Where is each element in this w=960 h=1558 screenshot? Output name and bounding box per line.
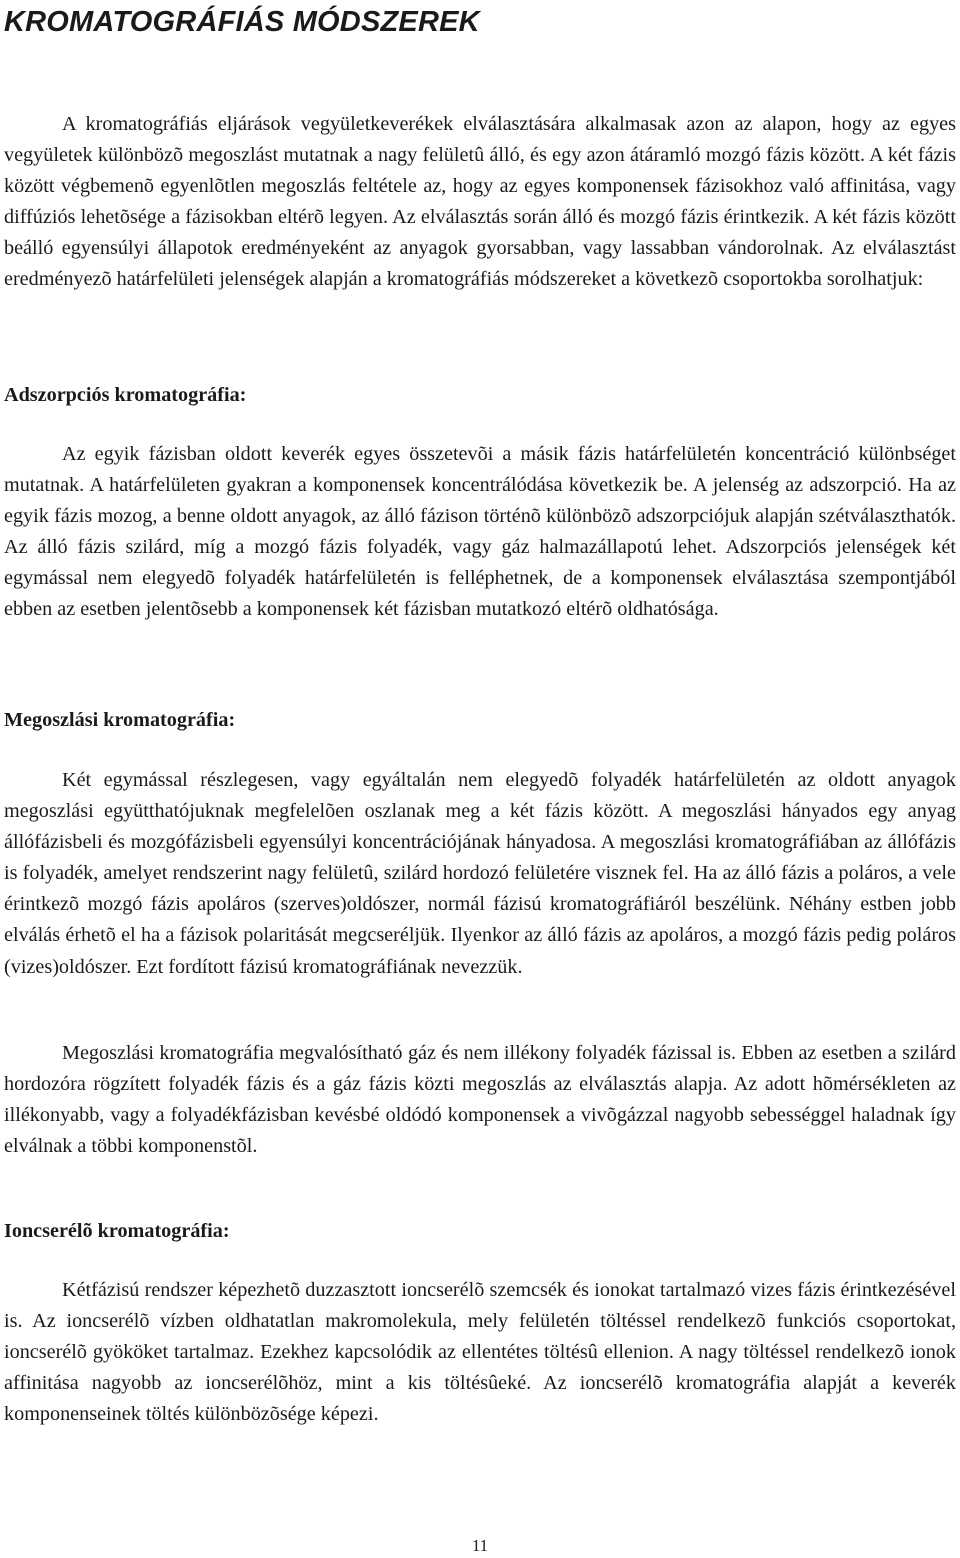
page-number: 11 (471, 1536, 489, 1555)
section-paragraph: Megoszlási kromatográfia megvalósítható gáz és nem illékony folyadék fázissal is. Ebben az esetben a szilárd hordozóra rögzített folyadék fázis és a gáz fázis közti megoszlás az elválasztás alapja. Az adott hõmérsékleten az illékonyabb, vagy a folyadékfázisban kevésbé oldódó komponensek a vivõgázzal nagyobb sebességgel haladnak így elválnak a többi komponenstõl. (4, 1042, 956, 1158)
section-heading-ioncserelo: Ioncserélõ kromatográfia: (4, 1220, 230, 1242)
section-paragraph: Két egymással részlegesen, vagy egyáltalán nem elegyedõ folyadék határfelületén az oldott anyagok megoszlási együtthatójuknak megfelelõen oszlanak meg a két fázis között. A megoszlási hányados egy anyag állófázisbeli és mozgófázisbeli egyensúlyi koncentrációjának hányadosa. A megoszlási kromatográfiában az állófázis is folyadék, amelyet rendszerint nagy felületû, szilárd hordozó felületére visznek fel. Ha az álló fázis a poláros, a vele érintkezõ mozgó fázis apoláros (szerves)oldószer, normál fázisú kromatográfiáról beszélünk. Néhány estben jobb elválás érhetõ el ha a fázisok polaritását megcseréljük. Ilyenkor az álló fázis az apoláros, a mozgó fázis pedig poláros (vizes)oldószer. Ezt fordított fázisú kromatográfiának nevezzük. (4, 769, 956, 978)
document-title: KROMATOGRÁFIÁS MÓDSZEREK (4, 6, 480, 38)
section-paragraph: Kétfázisú rendszer képezhetõ duzzasztott ioncserélõ szemcsék és ionokat tartalmazó vizes fázis érintkezésével is. Az ioncserélõ vízben oldhatatlan makromolekula, mely felületén töltéssel rendelkezõ funkciós csoportokat, ioncserélõ gyököket tartalmaz. Ezekhez kapcsolódik az ellentétes töltésû ellenion. A nagy töltéssel rendelkezõ ionok affinitása nagyobb az ioncserélõhöz, mint a kis töltésûeké. Az ioncserélõ kromatográfia alapját a keverék komponenseinek töltés különbözõsége képezi. (4, 1279, 956, 1426)
section-heading-megoszlasi: Megoszlási kromatográfia: (4, 709, 236, 731)
section-paragraph: Az egyik fázisban oldott keverék egyes összetevõi a másik fázis határfelületén koncentráció különbséget mutatnak. A határfelületen gyakran a komponensek koncentrálódása következik be. A jelenség az adszorpció. Ha az egyik fázis mozog, a benne oldott anyagok, az álló fázison történõ különbözõ adszorpciójuk alapján szétválaszthatók. Az álló fázis szilárd, míg a mozgó fázis folyadék, vagy gáz halmazállapotú lehet. Adszorpciós jelenségek két egymással nem elegyedõ folyadék határfelületén is felléphetnek, de a komponensek elválasztása szempontjából ebben az esetben jelentõsebb a komponensek két fázisban mutatkozó eltérõ oldhatósága. (4, 443, 956, 621)
section-heading-adszorpcios: Adszorpciós kromatográfia: (4, 384, 247, 406)
document-page (4, 0, 956, 1558)
intro-paragraph: A kromatográfiás eljárások vegyületkeverékek elválasztására alkalmasak azon az alapon, hogy az egyes vegyületek különbözõ megoszlást mutatnak a nagy felületû álló, és egy azon átáramló mozgó fázis között. A két fázis között végbemenõ egyenlõtlen megoszlás feltétele az, hogy az egyes komponensek fázisokhoz való affinitása, vagy diffúziós lehetõsége a fázisokban eltérõ legyen. Az elválasztás során álló és mozgó fázis érintkezik. A két fázis között beálló egyensúlyi állapotok eredményeként az anyagok gyorsabban, vagy lassabban vándorolnak. Az elválasztást eredményezõ határfelületi jelenségek alapján a kromatográfiás módszereket a következõ csoportokba sorolhatjuk: (4, 113, 956, 291)
